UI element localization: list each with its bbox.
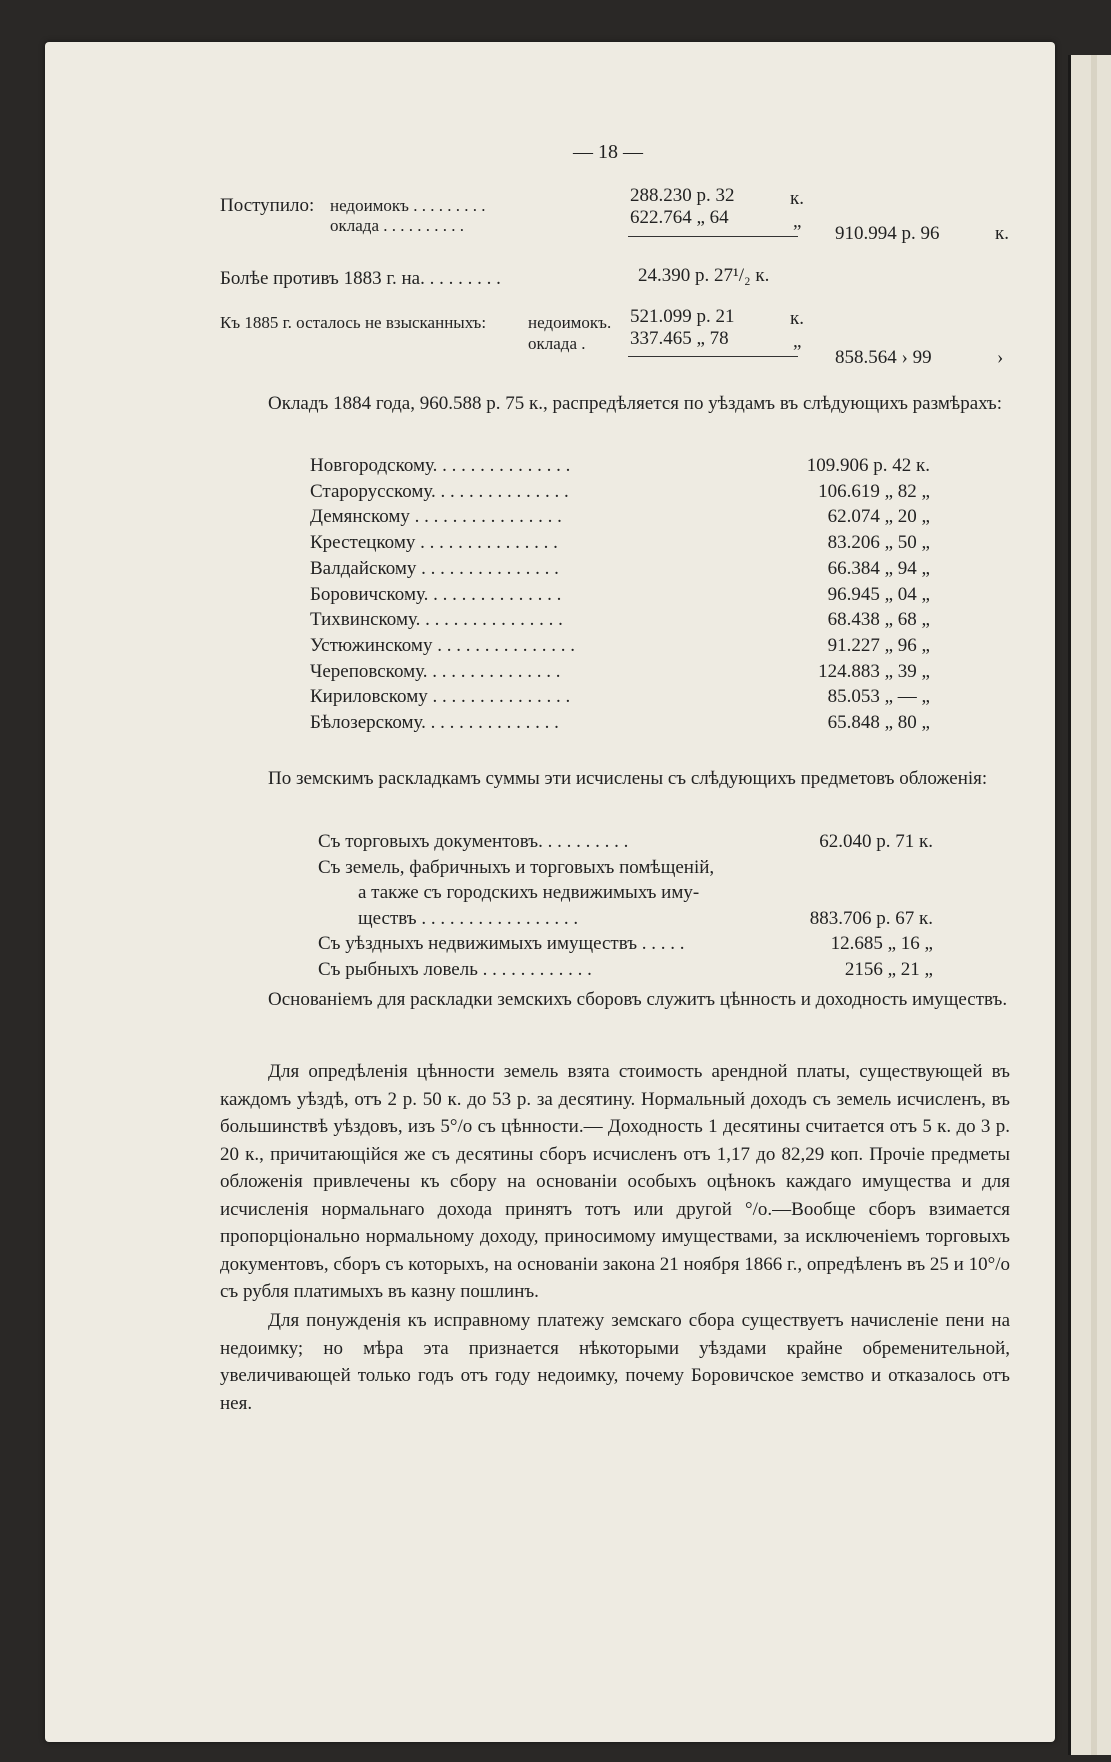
district-amount: 68.438 „ 68 „ (827, 609, 930, 631)
remaining-row-unit: „ (793, 331, 802, 352)
table-row (310, 455, 990, 481)
next-page-edge (1068, 55, 1111, 1755)
paragraph-penalty: Для понужденія къ исправному платежу земскаго сбора существуетъ начисленіе пени на недоимку; но мѣра эта признается нѣкоторыми уѣздами крайне обременительной, увеличивающей только годъ отъ году недоимку, почему Боровичское земство и отказалось отъ нея. (220, 1310, 1010, 1414)
more-than-amount: 24.390 р. 27¹/₂ к. (638, 265, 770, 286)
source-name-continued: а также съ городскихъ недвижимыхъ иму- (358, 882, 700, 903)
district-name: Демянскому . . . . . . . . . . . . . . . . (310, 506, 562, 528)
district-name: Кириловскому . . . . . . . . . . . . . . . (310, 686, 571, 708)
remaining-total: 858.564 › 99 (835, 347, 932, 368)
more-than-label: Болѣе противъ 1883 г. на. . . . . . . . . (220, 268, 501, 289)
receipts-row-unit: „ (793, 211, 802, 232)
remaining-row-amount: 521.099 р. 21 (630, 306, 735, 327)
district-amount: 83.206 „ 50 „ (827, 532, 930, 554)
table-row (310, 532, 990, 558)
page-edge-strip (1091, 55, 1097, 1755)
district-amount: 106.619 „ 82 „ (818, 480, 930, 502)
district-name: Боровичскому. . . . . . . . . . . . . . . (310, 583, 562, 605)
remaining-label: Къ 1885 г. осталось не взысканныхъ: (220, 313, 487, 332)
source-name: Съ торговыхъ документовъ. . . . . . . . . . (318, 831, 629, 852)
remaining-row-label: недоимокъ. (528, 313, 612, 332)
source-amount: 2156 „ 21 „ (844, 958, 933, 980)
source-name: Съ земель, фабричныхъ и торговыхъ помѣщеній, (318, 856, 715, 878)
paragraph-sources: По земскимъ раскладкамъ суммы эти исчислены съ слѣдующихъ предметовъ обложенія: (268, 768, 988, 789)
source-amount: 883.706 р. 67 к. (809, 907, 933, 929)
source-name: Съ рыбныхъ ловель . . . . . . . . . . . . (318, 958, 592, 980)
remaining-row-amount: 337.465 „ 78 (630, 328, 729, 349)
paragraph-valuation: Для опредѣленія цѣнности земель взята стоимость арендной платы, существующей въ каждомъ уѣздѣ, отъ 2 р. 50 к. до 53 р. за десятину. Нормальный доходъ съ земель исчисленъ, въ большинствѣ уѣздовъ, изъ 5°/о съ цѣнности.— Доходность 1 десятины считается отъ 5 к. до 3 р. 20 к., причитающійся же съ десятины сборъ исчисленъ отъ 1,17 до 82,29 коп. Прочіе предметы обложенія привлечены къ сбору на основаніи особыхъ оцѣнокъ каждаго имущества и для исчисленія нормальнаго дохода принятъ тотъ или другой °/о.—Вообще сборъ взимается пропорціонально нормальному доходу, приносимому имуществами, за исключеніемъ торговыхъ документовъ, сборъ съ которыхъ, на основаніи закона 21 ноября 1866 г., опредѣленъ въ 25 и 10°/о съ рубля платимыхъ въ казну пошлинъ. (220, 1061, 1010, 1302)
district-amount: 66.384 „ 94 „ (827, 557, 930, 579)
table-row (310, 609, 990, 635)
table-row (318, 831, 998, 857)
remaining-row-unit: к. (790, 308, 804, 329)
receipts-row-unit: к. (790, 188, 804, 209)
district-amount: 124.883 „ 39 „ (818, 660, 930, 682)
source-amount: 62.040 р. 71 к. (819, 831, 933, 852)
district-name: Новгородскому. . . . . . . . . . . . . . . (310, 455, 571, 476)
table-row (318, 959, 998, 985)
sum-rule (628, 356, 798, 357)
table-row (310, 635, 990, 661)
district-amount: 96.945 „ 04 „ (827, 583, 930, 605)
paragraph-basis: Основаніемъ для раскладки земскихъ сборовъ служитъ цѣнность и доходность имуществъ. (268, 989, 1008, 1010)
district-amount: 85.053 „ — „ (827, 686, 930, 708)
table-row (318, 882, 998, 908)
receipts-row-label: недоимокъ . . . . . . . . . (330, 196, 486, 215)
district-name: Крестецкому . . . . . . . . . . . . . . . (310, 532, 558, 554)
receipts-total: 910.994 р. 96 (835, 223, 940, 244)
district-name: Устюжинскому . . . . . . . . . . . . . . . (310, 634, 575, 656)
source-amount: 12.685 „ 16 „ (830, 933, 933, 954)
remaining-total-unit: › (997, 347, 1004, 368)
sum-rule (628, 236, 798, 237)
district-name: Тихвинскому. . . . . . . . . . . . . . . . (310, 609, 563, 631)
source-name-continued: ществъ . . . . . . . . . . . . . . . . . (358, 907, 579, 929)
receipts-label: Поступило: (220, 195, 315, 216)
district-amount: 91.227 „ 96 „ (827, 634, 930, 656)
district-amount: 65.848 „ 80 „ (827, 712, 930, 733)
table-row (310, 686, 990, 712)
table-row (310, 661, 990, 687)
receipts-row-amount: 622.764 „ 64 (630, 207, 729, 228)
table-row (310, 558, 990, 584)
district-name: Череповскому. . . . . . . . . . . . . . . (310, 660, 561, 682)
table-row (318, 933, 998, 959)
district-name: Старорусскому. . . . . . . . . . . . . . . (310, 480, 569, 502)
source-name: Съ уѣздныхъ недвижимыхъ имуществъ . . . . . (318, 933, 685, 954)
district-amount: 109.906 р. 42 к. (806, 455, 930, 476)
table-row (310, 481, 990, 507)
table-row (310, 506, 990, 532)
table-row (310, 584, 990, 610)
table-row (318, 857, 998, 883)
table-row (310, 712, 990, 738)
district-name: Валдайскому . . . . . . . . . . . . . . . (310, 557, 559, 579)
paragraph-intro: Окладъ 1884 года, 960.588 р. 75 к., распредѣляется по уѣздамъ въ слѣдующихъ размѣрахъ: (268, 393, 1003, 414)
receipts-row-label: оклада . . . . . . . . . . (330, 216, 464, 235)
district-name: Бѣлозерскому. . . . . . . . . . . . . . . (310, 712, 559, 733)
page-number: — 18 — (573, 141, 643, 163)
district-amount: 62.074 „ 20 „ (827, 506, 930, 528)
document-page (45, 42, 1055, 1742)
receipts-total-unit: к. (995, 223, 1009, 244)
receipts-row-amount: 288.230 р. 32 (630, 185, 735, 206)
table-row (318, 908, 998, 934)
remaining-row-label: оклада . (528, 334, 586, 353)
